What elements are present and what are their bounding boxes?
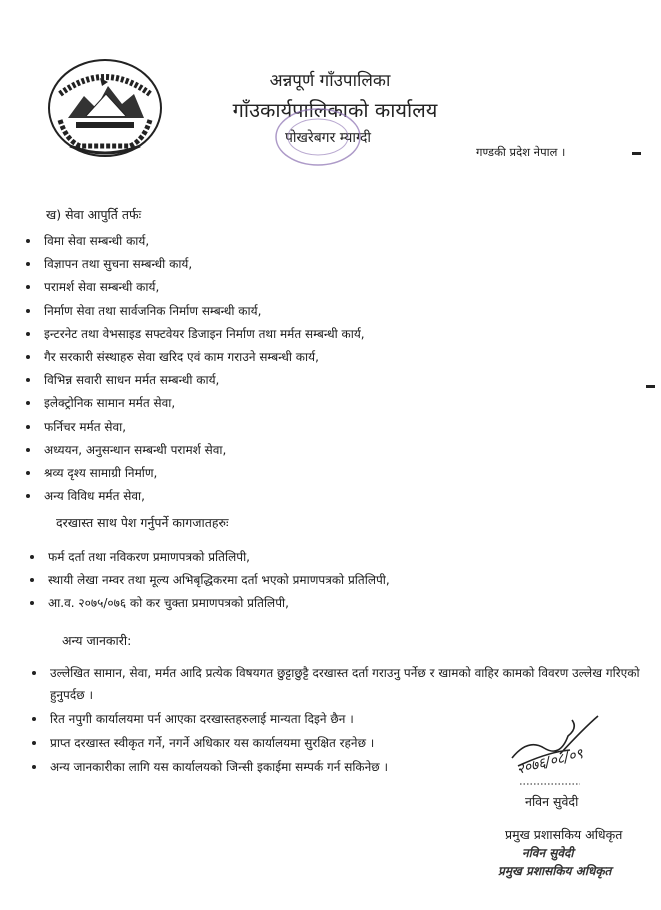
margin-mark	[646, 385, 655, 388]
list-item: इलेक्ट्रोनिक सामान मर्मत सेवा,	[22, 392, 365, 415]
list-item: फर्निचर मर्मत सेवा,	[22, 416, 365, 439]
documents-heading: दरखास्त साथ पेश गर्नुपर्ने कागजातहरुः	[56, 515, 229, 530]
handwritten-signature	[498, 708, 616, 788]
list-item: प्राप्त दरखास्त स्वीकृत गर्ने, नगर्ने अधिकार यस कार्यालयमा सुरक्षित रहनेछ ।	[28, 732, 648, 754]
signatory-name: नविन सुवेदी	[525, 794, 579, 809]
list-item: अन्य विविध मर्मत सेवा,	[22, 485, 365, 508]
list-item: गैर सरकारी संस्थाहरु सेवा खरिद एवं काम गराउने सम्बन्धी कार्य,	[22, 346, 365, 369]
documents-list	[26, 546, 390, 615]
list-item: स्थायी लेखा नम्वर तथा मूल्य अभिबृद्धिकरमा दर्ता भएको प्रमाणपत्रको प्रतिलिपी,	[26, 569, 390, 592]
list-item: फर्म दर्ता तथा नविकरण प्रमाणपत्रको प्रतिलिपी,	[26, 546, 390, 569]
province-label: गण्डकी प्रदेश नेपाल ।	[476, 145, 566, 159]
list-item: रित नपुगी कार्यालयमा पर्न आएका दरखास्तहरुलाई मान्यता दिइने छैन ।	[28, 708, 648, 730]
list-item: श्रव्य दृश्य सामाग्री निर्माण,	[22, 462, 365, 485]
list-item: इन्टरनेट तथा वेभसाइड सफ्टवेयर डिजाइन निर्माण तथा मर्मत सम्बन्धी कार्य,	[22, 323, 365, 346]
list-item: परामर्श सेवा सम्बन्धी कार्य,	[22, 276, 365, 299]
office-name: गाँउकार्यपालिकाको कार्यालय	[232, 98, 438, 122]
other-info-heading: अन्य जानकारी:	[62, 633, 132, 648]
list-item: उल्लेखित सामान, सेवा, मर्मत आदि प्रत्येक विषयगत छुट्टाछुट्टै दरखास्त दर्ता गराउनु पर्नेछ र खामको वाहिर कामको विवरण उल्लेख गरिएको हुनुपर्दछ ।	[28, 662, 648, 706]
office-location: पोखरेबगर म्याग्दी	[284, 130, 372, 146]
list-item: विमा सेवा सम्बन्धी कार्य,	[22, 230, 365, 253]
seal-name: नविन सुवेदी	[522, 846, 574, 860]
list-item: अन्य जानकारीका लागि यस कार्यालयको जिन्सी इकाईमा सम्पर्क गर्न सकिनेछ ।	[28, 756, 648, 778]
signature-date: २०७६/०८/०९	[515, 745, 585, 778]
services-heading: ख) सेवा आपुर्ति तर्फः	[46, 207, 142, 222]
list-item: अध्ययन, अनुसन्धान सम्बन्धी परामर्श सेवा,	[22, 439, 365, 462]
list-item: विज्ञापन तथा सुचना सम्बन्धी कार्य,	[22, 253, 365, 276]
margin-mark	[632, 152, 641, 155]
municipality-name: अन्नपूर्ण गाँउपालिका	[269, 71, 391, 91]
seal-title: प्रमुख प्रशासकिय अधिकृत	[498, 864, 612, 878]
list-item: आ.व. २०७५/०७६ को कर चुक्ता प्रमाणपत्रको प्रतिलिपी,	[26, 592, 390, 615]
list-item: निर्माण सेवा तथा सार्वजनिक निर्माण सम्बन्धी कार्य,	[22, 300, 365, 323]
signatory-title: प्रमुख प्रशासकिय अधिकृत	[505, 827, 623, 842]
office-stamp	[272, 104, 364, 170]
services-list	[22, 230, 365, 508]
list-item: विभिन्न सवारी साधन मर्मत सम्बन्धी कार्य,	[22, 369, 365, 392]
nepal-emblem-logo	[46, 56, 164, 160]
